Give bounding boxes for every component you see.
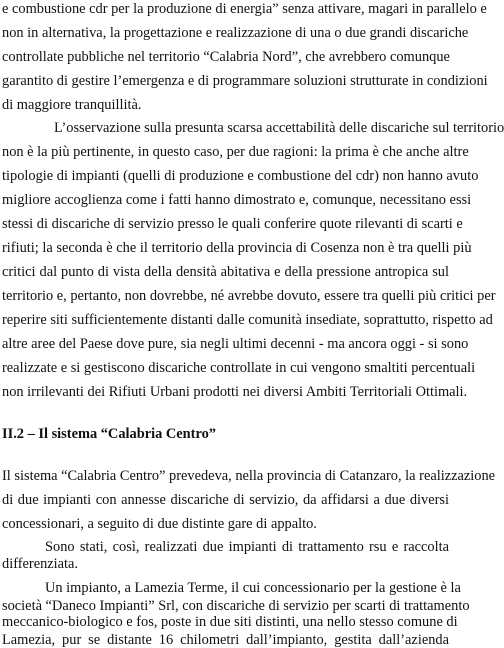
paragraph-2-line-3: tipologie di impianti (quelli di produzione e combustione del cdr) non hanno avuto bbox=[2, 168, 479, 184]
paragraph-1-line-4: garantito di gestire l’emergenza e di programmare soluzioni strutturate in condizioni bbox=[2, 73, 488, 89]
paragraph-2-line-2: non è la più pertinente, in questo caso, per due ragioni: la prima è che anche altre bbox=[2, 144, 469, 160]
paragraph-2-line-11: realizzate e si gestiscono discariche controllate in cui vengono smaltiti percentuali bbox=[2, 360, 476, 376]
paragraph-2-line-9: reperire siti sufficientemente distanti dalle comunità insediate, soprattutto, rispetto ad bbox=[2, 312, 493, 328]
paragraph-4-line-2: differenziata. bbox=[2, 556, 79, 572]
paragraph-2-line-4: migliore accoglienza come i fatti hanno dimostrato e, comunque, necessitano essi bbox=[2, 192, 472, 208]
paragraph-2-line-8: territorio e, pertanto, non dovrebbe, né avrebbe dovuto, essere tra quelli più critici per bbox=[2, 288, 496, 304]
paragraph-5-line-3: meccanico-biologico e fos, poste in due siti distinti, una nello stesso comune di bbox=[2, 614, 458, 630]
paragraph-5-line-2: società “Daneco Impianti” Srl, con discariche di servizio per scarti di trattamento bbox=[2, 598, 470, 614]
paragraph-1-line-3: controllate pubbliche nel territorio “Calabria Nord”, che avrebbero comunque bbox=[2, 49, 450, 65]
paragraph-2-line-7: critici dal punto di vista della densità abitativa e della pressione antropica sul bbox=[2, 264, 449, 280]
paragraph-3-line-2: di due impianti con annesse discariche di servizio, da affidarsi a due diversi bbox=[2, 492, 449, 508]
paragraph-3-line-1: Il sistema “Calabria Centro” prevedeva, nella provincia di Catanzaro, la realizzazione bbox=[2, 468, 496, 484]
section-heading: II.2 – Il sistema “Calabria Centro” bbox=[2, 426, 216, 442]
paragraph-3-line-3: concessionari, a seguito di due distinte gare di appalto. bbox=[2, 516, 317, 532]
paragraph-2-line-1: L’osservazione sulla presunta scarsa accettabilità delle discariche sul territorio bbox=[54, 120, 504, 136]
paragraph-2-line-10: altre aree del Paese dove pure, sia negli ultimi decenni - ma ancora oggi - si sono bbox=[2, 336, 469, 352]
paragraph-1-line-2: non in alternativa, la progettazione e realizzazione di una o due grandi discariche bbox=[2, 25, 469, 41]
paragraph-1-line-5: di maggiore tranquillità. bbox=[2, 97, 142, 113]
paragraph-1-line-1: e combustione cdr per la produzione di energia” senza attivare, magari in parallelo e bbox=[2, 1, 487, 17]
paragraph-2-line-6: rifiuti; la seconda è che il territorio della provincia di Cosenza non è tra quelli più bbox=[2, 240, 472, 256]
paragraph-5-line-4: Lamezia, pur se distante 16 chilometri dall’impianto, gestita dall’azienda bbox=[2, 632, 449, 648]
paragraph-2-line-12: non irrilevanti dei Rifiuti Urbani prodotti nei diversi Ambiti Territoriali Ottimali. bbox=[2, 384, 468, 400]
paragraph-5-line-1: Un impianto, a Lamezia Terme, il cui concessionario per la gestione è la bbox=[45, 580, 461, 596]
paragraph-2-line-5: stessi di discariche di servizio presso le quali conferire quote rilevanti di scarti e bbox=[2, 216, 463, 232]
paragraph-4-line-1: Sono stati, così, realizzati due impianti di trattamento rsu e raccolta bbox=[45, 539, 449, 555]
